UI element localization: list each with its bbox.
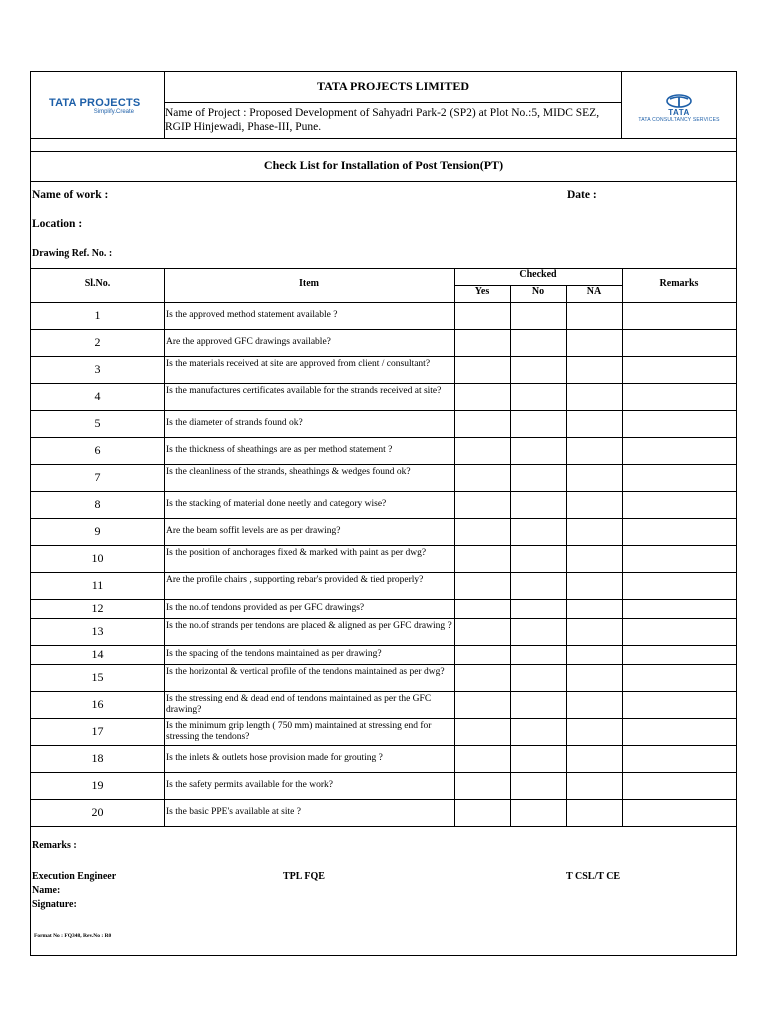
table-row-number: 10	[91, 550, 104, 565]
table-row-item: Is the cleanliness of the strands, sheathings & wedges found ok?	[166, 466, 411, 477]
table-column-line	[454, 268, 455, 826]
execution-engineer-label: Execution Engineer	[32, 871, 117, 882]
table-row-line	[31, 618, 736, 619]
table-row-number: 11	[91, 577, 104, 592]
table-row-number: 9	[94, 523, 101, 538]
checked-subheader-line	[454, 285, 622, 286]
table-row-line	[31, 356, 736, 357]
date-label: Date :	[567, 189, 597, 201]
table-row-number: 20	[91, 804, 104, 819]
table-row-line	[31, 645, 736, 646]
table-row-item: Is the stacking of material done neetly and category wise?	[166, 498, 387, 509]
format-number: Format No : FQ348, Rev.No : R0	[34, 933, 112, 939]
table-row-line	[31, 664, 736, 665]
table-row-number: 2	[94, 334, 101, 349]
table-row-item: Is the spacing of the tendons maintained as per drawing?	[166, 648, 382, 659]
table-row-item: Is the approved method statement available ?	[166, 309, 338, 320]
table-row-line	[31, 799, 736, 800]
company-name: TATA PROJECTS LIMITED	[316, 79, 470, 93]
tata-projects-logo-name: TATA PROJECTS	[49, 97, 141, 109]
table-row-line	[31, 545, 736, 546]
table-row-line	[31, 826, 736, 827]
tcsl-tce-label: T CSL/T CE	[566, 871, 621, 882]
table-row-number: 6	[94, 442, 101, 457]
table-row-line	[31, 599, 736, 600]
header-company-underline	[164, 102, 621, 103]
tcs-logo-subtitle: TATA CONSULTANCY SERVICES	[638, 117, 720, 123]
title-bottom-line	[31, 181, 736, 182]
signature-label: Signature:	[32, 899, 77, 910]
table-row-line	[31, 745, 736, 746]
tata-projects-logo	[49, 97, 159, 115]
table-row-number: 19	[91, 777, 104, 792]
table-row-line	[31, 410, 736, 411]
table-row-item: Is the stressing end & dead end of tendons maintained as per the GFC drawing?	[166, 693, 432, 715]
table-row-number: 12	[91, 600, 104, 615]
tcs-logo-word: TATA	[668, 108, 690, 117]
table-row-item: Is the diameter of strands found ok?	[166, 417, 303, 428]
table-header-bottom-line	[31, 302, 736, 303]
name-of-work-label: Name of work :	[32, 189, 109, 201]
checklist-sheet	[30, 71, 737, 956]
table-row-number: 17	[91, 723, 104, 738]
table-column-line	[164, 268, 165, 826]
table-row-item: Is the manufactures certificates available for the strands received at site?	[166, 385, 442, 396]
tcs-logo	[627, 94, 731, 123]
table-row-line	[31, 329, 736, 330]
header-slno: Sl.No.	[84, 278, 111, 289]
checklist-title: Check List for Installation of Post Tension(PT)	[263, 158, 504, 172]
drawing-ref-label: Drawing Ref. No. :	[32, 248, 113, 259]
table-row-number: 13	[91, 623, 104, 638]
table-row-line	[31, 691, 736, 692]
table-row-item: Is the safety permits available for the work?	[166, 779, 333, 790]
table-row-line	[31, 464, 736, 465]
table-row-number: 1	[94, 307, 101, 322]
table-row-item: Are the approved GFC drawings available?	[166, 336, 331, 347]
table-row-number: 14	[91, 646, 104, 661]
table-row-item: Is the no.of tendons provided as per GFC drawings?	[166, 602, 365, 613]
header-yes: Yes	[474, 286, 490, 297]
table-row-item: Is the thickness of sheathings are as per method statement ?	[166, 444, 393, 455]
header-bottom-line	[31, 138, 736, 139]
table-row-item: Is the no.of strands per tendons are placed & aligned as per GFC drawing ?	[166, 620, 452, 631]
header-remarks: Remarks	[659, 278, 699, 289]
table-row-number: 15	[91, 669, 104, 684]
table-row-line	[31, 437, 736, 438]
header-item: Item	[299, 278, 319, 289]
table-row-line	[31, 772, 736, 773]
table-row-line	[31, 572, 736, 573]
header-divider-right	[621, 72, 622, 138]
table-row-line	[31, 518, 736, 519]
table-top-line	[31, 268, 736, 269]
table-row-item: Are the beam soffit levels are as per drawing?	[166, 525, 341, 536]
table-row-number: 7	[94, 469, 101, 484]
table-row-number: 3	[94, 361, 101, 376]
location-label: Location :	[32, 218, 83, 230]
table-row-number: 8	[94, 496, 101, 511]
title-top-line	[31, 151, 736, 152]
table-row-number: 5	[94, 415, 101, 430]
table-row-item: Is the basic PPE's available at site ?	[166, 806, 301, 817]
table-row-item: Are the profile chairs , supporting rebar's provided & tied properly?	[166, 574, 424, 585]
table-column-line	[622, 268, 623, 826]
header-checked: Checked	[519, 269, 557, 280]
tpl-fqe-label: TPL FQE	[283, 871, 325, 882]
table-row-item: Is the materials received at site are approved from client / consultant?	[166, 358, 431, 369]
header-no: No	[531, 286, 545, 297]
table-row-line	[31, 383, 736, 384]
table-row-item: Is the position of anchorages fixed & marked with paint as per dwg?	[166, 547, 427, 558]
name-label: Name:	[32, 885, 61, 896]
table-row-number: 16	[91, 696, 104, 711]
remarks-label: Remarks :	[32, 840, 77, 851]
table-row-line	[31, 718, 736, 719]
table-row-number: 4	[94, 388, 101, 403]
tata-logo-icon	[666, 94, 692, 108]
project-name: Name of Project : Proposed Development of Sahyadri Park-2 (SP2) at Plot No.:5, MIDC SEZ, RGIP Hinjewadi, Phase-III, Pune.	[165, 107, 600, 133]
tata-projects-logo-tagline: Simplify.Create	[93, 109, 134, 115]
header-na: NA	[586, 286, 602, 297]
table-row-item: Is the minimum grip length ( 750 mm) maintained at stressing end for stressing the tendons?	[166, 720, 432, 742]
table-row-number: 18	[91, 750, 104, 765]
table-row-line	[31, 491, 736, 492]
table-row-item: Is the horizontal & vertical profile of the tendons maintained as per dwg?	[166, 666, 445, 677]
table-row-item: Is the inlets & outlets hose provision made for grouting ?	[166, 752, 383, 763]
